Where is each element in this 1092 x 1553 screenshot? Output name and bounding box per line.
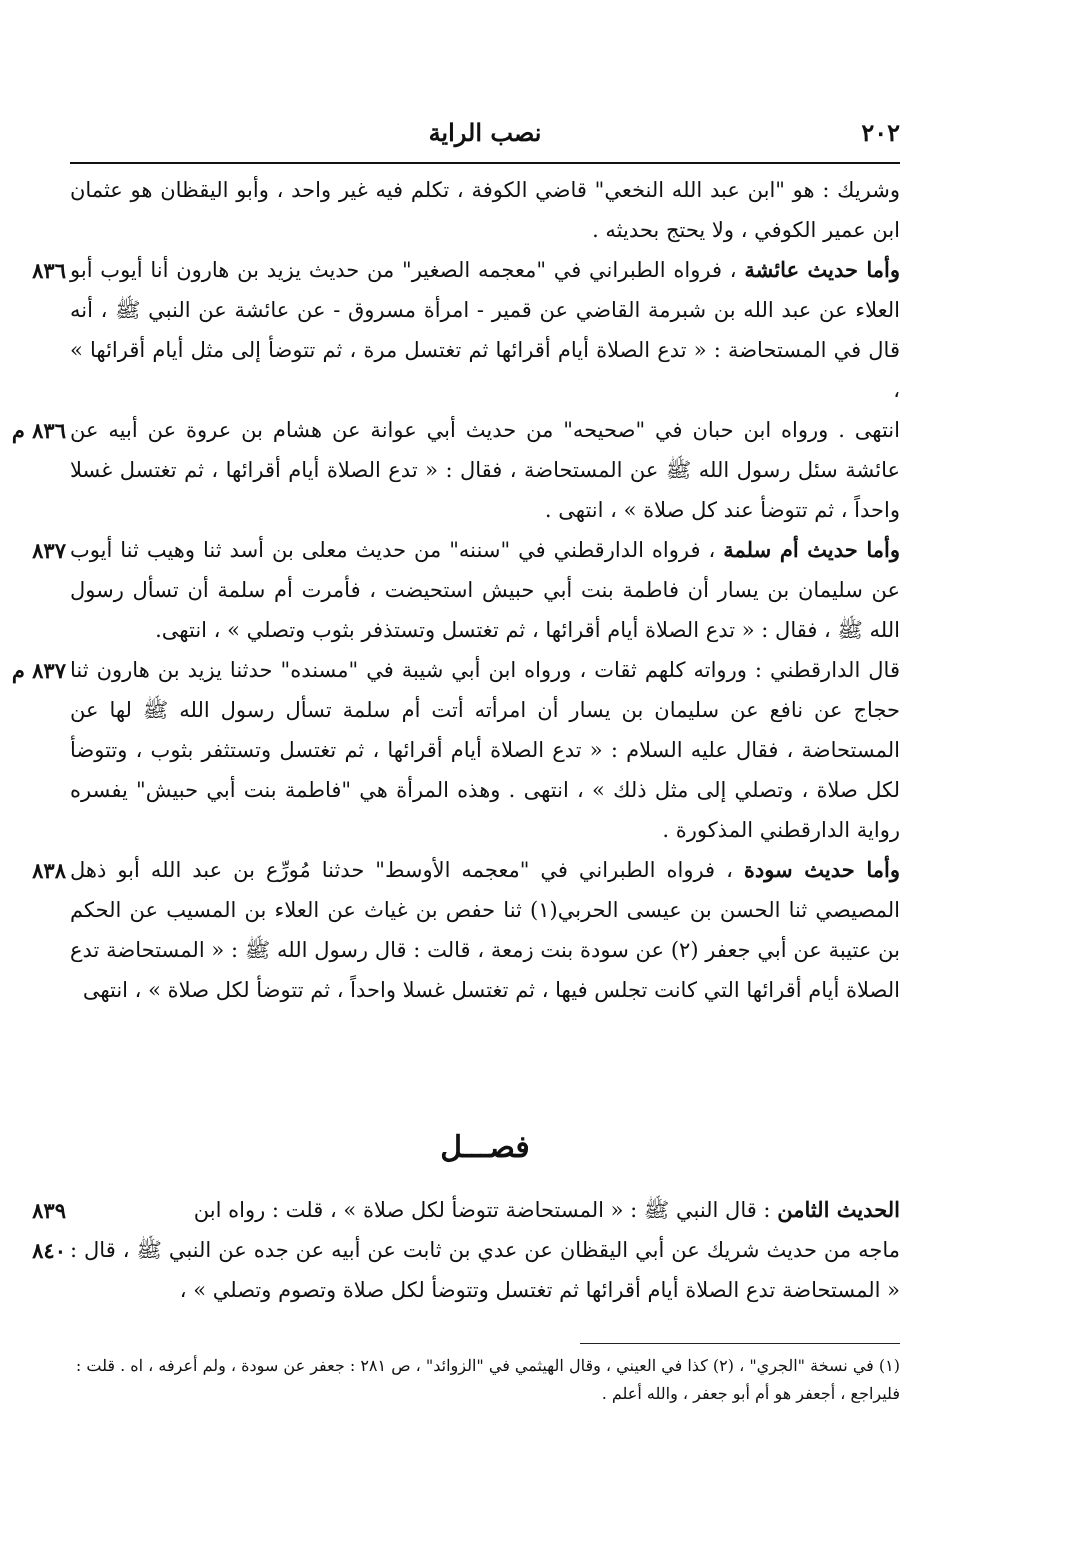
paragraph-836m xyxy=(11,410,900,530)
footnote-rule xyxy=(580,1343,900,1344)
paragraph-text: ماجه من حديث شريك عن أبي اليقظان عن عدي بن ثابت عن أبيه عن جده عن النبي ﷺ ، قال : « المستحاضة تدع الصلاة أيام أقرائها ثم تغتسل وتتوضأ لكل صلاة وتصوم وتصلي » ، xyxy=(70,1238,900,1302)
paragraph-text xyxy=(70,250,900,410)
paragraph-lead: وأما حديث سودة xyxy=(743,857,900,882)
paragraph-text xyxy=(70,530,900,650)
main-text xyxy=(11,170,901,1010)
header-rule xyxy=(70,162,900,164)
paragraph-text xyxy=(70,1190,900,1230)
paragraph-number: ٨٣٨ xyxy=(32,858,66,883)
paragraph-body: : قال النبي ﷺ : « المستحاضة تتوضأ لكل صلاة » ، قلت : رواه ابن xyxy=(193,1198,771,1222)
paragraph-number: ٨٣٦ xyxy=(32,258,66,283)
paragraph-837m xyxy=(11,650,900,850)
paragraph-837 xyxy=(32,530,901,650)
page-number: ٢٠٢ xyxy=(861,118,900,147)
paragraph-text: وشريك : هو "ابن عبد الله النخعي" قاضي الكوفة ، تكلم فيه غير واحد ، وأبو اليقظان هو عثمان ابن عمير الكوفي ، ولا يحتج بحديثه . xyxy=(70,178,900,242)
paragraph-body: ، فرواه الطبراني في "معجمه الصغير" من حديث يزيد بن هارون أنا أيوب أبو العلاء عن عبد الله بن شبرمة القاضي عن قمير - امرأة مسروق - عن عائشة عن النبي ﷺ ، أنه قال في المستحاضة : « تدع الصلاة أيام أقرائها ثم تغتسل مرة ، ثم تتوضأ إلى مثل أيام أقرائها » ، xyxy=(70,258,900,402)
paragraph-number: ٨٣٧ xyxy=(32,538,66,563)
paragraph xyxy=(70,170,900,250)
paragraph-838 xyxy=(32,850,901,1010)
paragraph-number: ٨٣٦ م xyxy=(11,418,66,443)
paragraph-lead: وأما حديث أم سلمة xyxy=(723,537,901,562)
paragraph-text xyxy=(70,850,900,1010)
paragraph-body: ، فرواه الطبراني في "معجمه الأوسط" حدثنا مُورِّع بن عبد الله أبو ذهل المصيصي ثنا الحسن بن عيسى الحربي(١) ثنا حفص بن غياث عن العلاء بن المسيب عن الحكم بن عتيبة عن أبي جعفر (٢) عن سودة بنت زمعة ، قالت : قال رسول الله ﷺ : « المستحاضة تدع الصلاة أيام أقرائها التي كانت تجلس فيها ، ثم تغتسل غسلا واحداً ، ثم تتوضأ لكل صلاة » ، انتهى xyxy=(70,858,901,1002)
footnotes xyxy=(70,1352,900,1408)
paragraph-number: ٨٣٩ xyxy=(32,1198,66,1223)
paragraph-lead: الحديث الثامن xyxy=(777,1197,900,1222)
section-heading: فصـــل xyxy=(440,1130,530,1165)
paragraph-839 xyxy=(32,1190,900,1230)
page-header xyxy=(70,112,900,158)
footnote: (١) في نسخة "الجري" ، (٢) كذا في العيني ، وقال الهيثمي في "الزوائد" ، ص ٢٨١ : جعفر عن سودة ، ولم أعرفه ، اه . قلت : فليراجع ، أجعفر هو أم أبو جعفر ، والله أعلم . xyxy=(75,1356,900,1403)
running-title: نصب الراية xyxy=(428,118,542,147)
section-text xyxy=(32,1190,900,1310)
paragraph-body: ، فرواه الدارقطني في "سننه" من حديث معلى بن أسد ثنا وهيب ثنا أيوب عن سليمان بن يسار أن فاطمة بنت أبي حبيش استحيضت ، فأمرت أم سلمة أن تسأل رسول الله ﷺ ، فقال : « تدع الصلاة أيام أقرائها ، ثم تغتسل وتستذفر بثوب وتصلي » ، انتهى. xyxy=(70,538,900,642)
paragraph-text: قال الدارقطني : ورواته كلهم ثقات ، ورواه ابن أبي شيبة في "مسنده" حدثنا يزيد بن هارون ثنا حجاج عن نافع عن سليمان بن يسار أن امرأته أتت أم سلمة تسأل رسول الله ﷺ لها عن المستحاضة ، فقال عليه السلام : « تدع الصلاة أيام أقرائها ، ثم تغتسل وتستثفر بثوب ، وتتوضأ لكل صلاة ، وتصلي إلى مثل ذلك » ، انتهى . وهذه المرأة هي "فاطمة بنت أبي حبيش" يفسره رواية الدارقطني المذكورة . xyxy=(70,658,900,842)
paragraph-number: ٨٣٧ م xyxy=(11,658,66,683)
paragraph-836 xyxy=(32,250,900,410)
paragraph-840 xyxy=(32,1230,900,1310)
paragraph-lead: وأما حديث عائشة xyxy=(744,257,900,282)
paragraph-number: ٨٤٠ xyxy=(32,1238,66,1263)
paragraph-text: انتهى . ورواه ابن حبان في "صحيحه" من حديث أبي عوانة عن هشام بن عروة عن أبيه عن عائشة سئل رسول الله ﷺ عن المستحاضة ، فقال : « تدع الصلاة أيام أقرائها ، ثم تغتسل غسلا واحداً ، ثم تتوضأ عند كل صلاة » ، انتهى . xyxy=(70,418,900,522)
